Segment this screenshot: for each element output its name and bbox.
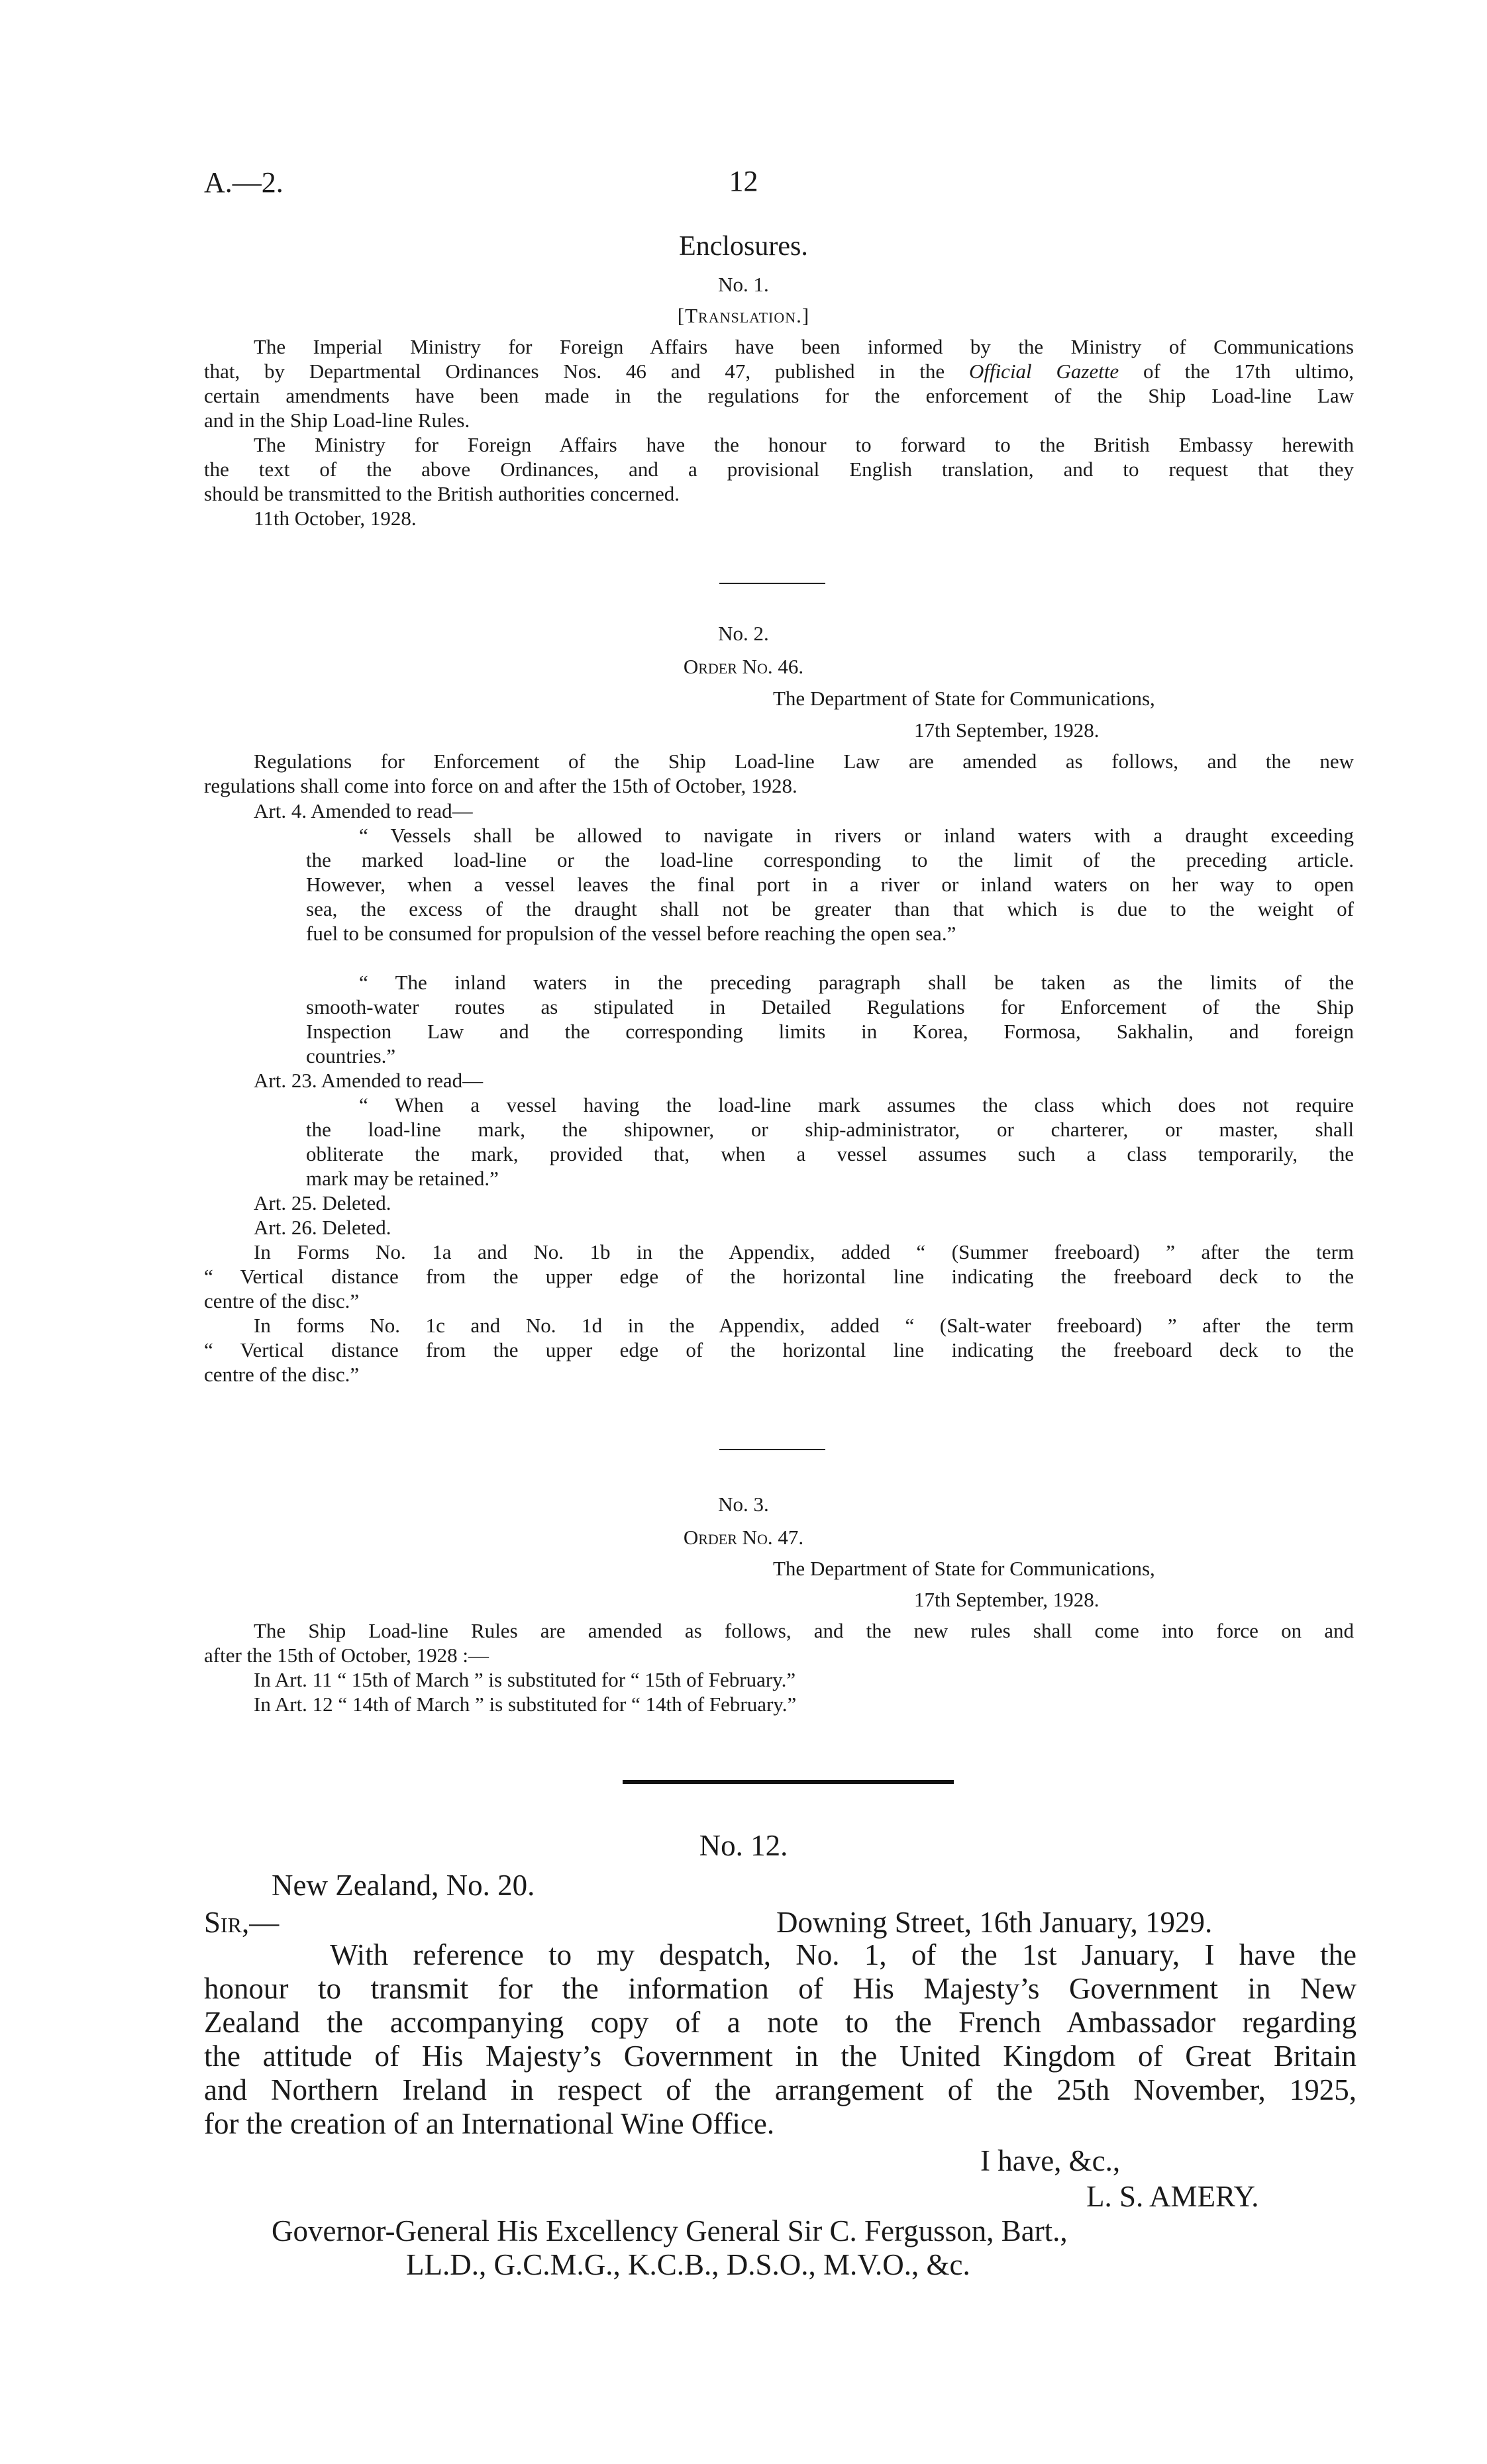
text-line: regulations shall come into force on and after the 15th of October, 1928. [204,774,797,797]
order-46-intro [204,749,1354,798]
addressee-line-1: Governor-General His Excellency General Sir C. Fergusson, Bart., [272,2214,1068,2247]
art-4-heading: Art. 4. Amended to read— [254,799,473,822]
order-47-heading: Order No. 47. [683,1526,804,1549]
enclosure-3-number: No. 3. [718,1493,769,1516]
enclosure-1-paragraph-2 [204,432,1354,506]
text-line: The Ministry for Foreign Affairs have the honour to forward to the British Embassy herewith [254,433,1354,456]
text-line: Zealand the accompanying copy of a note to the French Ambassador regarding [204,2006,1357,2039]
art-25: Art. 25. Deleted. [254,1191,391,1214]
art-4-quote-1 [306,823,1354,946]
enclosure-1-date: 11th October, 1928. [254,507,417,530]
text-line: honour to transmit for the information of His Majesty’s Government in New [204,1972,1357,2005]
translation-label: [Translation.] [677,304,810,327]
text-line: However, when a vessel leaves the final port in a river or inland waters on her way to open [306,873,1354,896]
series-number: A.—2. [204,166,283,199]
forms-a-paragraph [204,1240,1354,1313]
text-line: that, by Departmental Ordinances Nos. 46 and 47, published in the Official Gazette of the 17th ultimo, [204,360,1355,383]
order-47-date: 17th September, 1928. [914,1588,1100,1611]
art-26: Art. 26. Deleted. [254,1216,391,1239]
order-46-date: 17th September, 1928. [914,718,1100,742]
text-line: The Ship Load-line Rules are amended as follows, and the new rules shall come into force on and [254,1619,1354,1642]
text-line: the marked load-line or the load-line corresponding to the limit of the preceding article. [306,848,1354,871]
text-line: centre of the disc.” [204,1289,360,1312]
text-line: “ Vertical distance from the upper edge of the horizontal line indicating the freeboard deck to the [204,1338,1354,1361]
order-47-intro [204,1618,1354,1667]
despatch-number: No. 12. [699,1829,788,1862]
enclosure-1-number: No. 1. [718,273,769,296]
text-line: “ Vessels shall be allowed to navigate in rivers or inland waters with a draught exceeding [359,824,1354,847]
closing: I have, &c., [980,2144,1121,2177]
order-47-department: The Department of State for Communications, [773,1557,1155,1580]
section-divider [719,583,825,584]
despatch-body [204,1938,1357,2141]
despatch-recipient: New Zealand, No. 20. [272,1869,535,1902]
text-line: With reference to my despatch, No. 1, of the 1st January, I have the [330,1938,1357,1971]
enclosure-2-number: No. 2. [718,622,769,645]
text-line: certain amendments have been made in the regulations for the enforcement of the Ship Load-line Law [204,384,1354,407]
text-line: In Forms No. 1a and No. 1b in the Appendix, added “ (Summer freeboard) ” after the term [254,1240,1354,1263]
text-line: sea, the excess of the draught shall not be greater than that which is due to the weight of [306,897,1354,920]
text-line: and Northern Ireland in respect of the arrangement of the 25th November, 1925, [204,2073,1357,2106]
section-divider [719,1449,825,1450]
address-date: Downing Street, 16th January, 1929. [776,1906,1213,1939]
text-line: for the creation of an International Wine Office. [204,2107,775,2140]
page-number: 12 [729,165,758,197]
text-line: after the 15th of October, 1928 :— [204,1644,489,1667]
text-line: The Imperial Ministry for Foreign Affairs have been informed by the Ministry of Communications [254,335,1354,358]
art-23-heading: Art. 23. Amended to read— [254,1069,484,1092]
art-4-quote-2 [306,970,1354,1068]
text-line: fuel to be consumed for propulsion of the vessel before reaching the open sea.” [306,922,956,945]
text-line: the load-line mark, the shipowner, or ship-administrator, or charterer, or master, shall [306,1118,1354,1141]
text-line: and in the Ship Load-line Rules. [204,409,470,432]
text-line: countries.” [306,1044,396,1067]
text-line: mark may be retained.” [306,1167,499,1190]
order-46-department: The Department of State for Communications, [773,687,1155,710]
salutation: Sir,— [204,1906,280,1939]
enclosures-heading: Enclosures. [679,231,808,262]
forms-b-paragraph [204,1313,1354,1387]
text-line: obliterate the mark, provided that, when a vessel assumes such a class temporarily, the [306,1142,1354,1165]
text-line: “ Vertical distance from the upper edge of the horizontal line indicating the freeboard deck to the [204,1265,1354,1288]
art-23-quote [306,1093,1354,1191]
order-46-heading: Order No. 46. [683,655,804,678]
text-line: “ The inland waters in the preceding paragraph shall be taken as the limits of the [359,971,1354,994]
text-line: Inspection Law and the corresponding limits in Korea, Formosa, Sakhalin, and foreign [306,1020,1354,1043]
text-line: the text of the above Ordinances, and a provisional English translation, and to request that they [204,458,1354,481]
art-11-substitution: In Art. 11 “ 15th of March ” is substituted for “ 15th of February.” [254,1668,796,1691]
enclosure-1-paragraph-1 [204,334,1354,432]
text-line: smooth-water routes as stipulated in Detailed Regulations for Enforcement of the Ship [306,995,1354,1018]
gazette-title: Official Gazette [968,360,1119,383]
text-line: Regulations for Enforcement of the Ship Load-line Law are amended as follows, and the new [254,750,1354,773]
text-line: the attitude of His Majesty’s Government in the United Kingdom of Great Britain [204,2040,1357,2073]
addressee-line-2: LL.D., G.C.M.G., K.C.B., D.S.O., M.V.O., &c. [406,2248,970,2281]
signature: L. S. AMERY. [1086,2180,1259,2213]
despatch-divider [623,1780,954,1784]
text-line: In forms No. 1c and No. 1d in the Appendix, added “ (Salt-water freeboard) ” after the term [254,1314,1354,1337]
text-line: centre of the disc.” [204,1363,360,1386]
text-line: should be transmitted to the British authorities concerned. [204,482,680,505]
art-12-substitution: In Art. 12 “ 14th of March ” is substituted for “ 14th of February.” [254,1693,797,1716]
text-line: “ When a vessel having the load-line mark assumes the class which does not require [359,1093,1354,1116]
